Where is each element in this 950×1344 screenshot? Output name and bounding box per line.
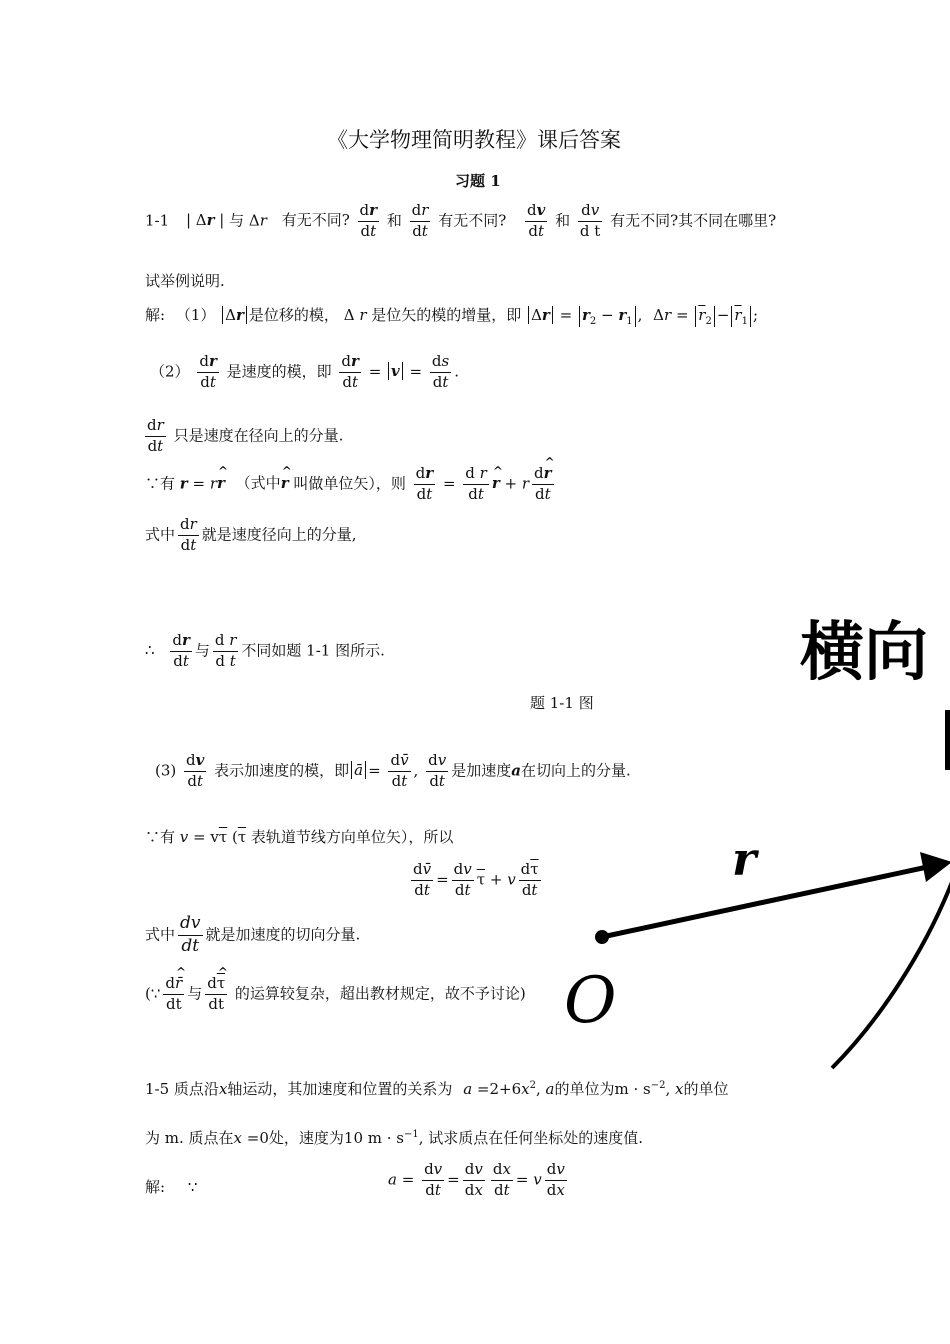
where-line	[145, 517, 357, 554]
fraction: $\frac{dv}{dt}$	[428, 751, 447, 790]
solution-text: ∵有	[145, 828, 176, 846]
tau-line: ∵有 $v = v\overline{\tau}$ ($\overline{\tau}$ 表轨道节线方向单位矢），所以	[145, 828, 454, 846]
solution-text: 与	[187, 984, 203, 1003]
fraction: $\frac{dv}{dt}$	[424, 1160, 443, 1199]
solution-text: ∴	[145, 641, 155, 660]
solution-text: 式中	[145, 925, 176, 944]
figure-1-1	[560, 600, 950, 1080]
question-1-5-line2: 为 m. 质点在x =0处，速度为10 $m \cdot s^{-1}$, 试求质点在任何坐标处的速度值.	[145, 1129, 644, 1147]
question-number: 1-1	[145, 211, 170, 230]
question-text: 1-5 质点沿	[145, 1080, 219, 1098]
fraction: $\frac{dv}{dt}$	[186, 751, 205, 790]
fraction: $\frac{dr \^{}}{dt}$	[532, 466, 554, 503]
trajectory-curve	[832, 882, 950, 1068]
fraction: $\frac{dr}{dt}$	[180, 515, 197, 554]
solution-part-1: 解: （1） Δr 是位移的模， Δ r 是位矢的模的增量，即 $\Delta r = r_2 - r_1$ , $\Delta r = \overline{r}_2 - \overline{r}_1$ ;	[145, 306, 759, 327]
solution-label: 解:	[145, 306, 166, 324]
question-text: 有无不同?	[281, 211, 350, 230]
fraction: $\frac{\text{d r}}{\text{d t}}$	[214, 631, 237, 670]
question-1-1: 1-1 | Δr | 与 Δr 有无不同? $\frac{dr}{dt}$ 和 $\frac{dr}{dt}$ 有无不同? $\frac{dv}{dt}$ 和 $\frac{dv}{\text{d t}}$ 有无不同?其不同在哪里?	[145, 201, 777, 240]
origin-point	[595, 930, 609, 944]
question-text: 和	[386, 211, 402, 230]
figure-marker	[945, 710, 950, 770]
question-text: , 试求质点在任何坐标处的速度值.	[418, 1129, 644, 1147]
solution-text: 表轨道节线方向单位矢），所以	[250, 828, 454, 846]
fraction: $\frac{dr}{dt}$	[341, 352, 359, 391]
solution-text: 就是加速度的切向分量.	[205, 925, 361, 944]
equation-a: a = $\frac{dv}{dt}$ = $\frac{dv}{dx}$ $\frac{dx}{dt}$ = v $\frac{dv}{dx}$	[388, 1160, 565, 1199]
solution-text: 表示加速度的模，即	[214, 761, 350, 780]
fraction: $\frac{d\overline{\tau}}{dt}$	[520, 860, 539, 899]
solution-text: 是位矢的模的增量，即	[371, 306, 522, 324]
note-line	[145, 976, 526, 1013]
solution-text: 与	[194, 641, 210, 660]
figure-label-r: r	[732, 832, 757, 886]
part-number: （2）	[150, 362, 190, 381]
solution-1-5	[145, 1176, 197, 1197]
solution-text: 的运算较复杂，超出教材规定，故不予讨论)	[234, 984, 526, 1003]
question-text: 有无不同?	[438, 211, 507, 230]
equation-dv-dt: $\frac{dv̄}{dt}$ = $\frac{dv}{dt}$ $\overline{\tau} + v$ $\frac{d\overline{\tau}}{dt}$	[413, 860, 539, 899]
question-text: 轴运动，其加速度和位置的关系为	[227, 1080, 453, 1098]
fraction: $\frac{dv}{dx}$	[464, 1160, 483, 1199]
fraction: $\frac{dv}{dt}$	[453, 860, 472, 899]
solution-text: 是加速度	[451, 761, 512, 780]
fraction: $\frac{d\overline{\tau} \^{}}{dt}$	[205, 976, 227, 1013]
question-text: 为 m. 质点在	[145, 1129, 234, 1147]
position-vector	[602, 866, 932, 937]
part-number: (3)	[155, 761, 177, 780]
question-text: 处，速度为	[268, 1129, 344, 1147]
radial-line	[145, 418, 343, 455]
fraction: $\frac{dv̄}{dt}$	[390, 751, 409, 790]
fraction: $\frac{dr}{dt}$	[359, 201, 378, 240]
because-line: ∵有 r = rr ^ （式中r ^ 叫做单位矢），则 $\frac{dr}{dt}$ = $\frac{\text{d r}}{dt}$ r ^ + r $\frac{dr \^{}}{dt}$	[145, 466, 557, 503]
figure-label-origin: O	[564, 964, 617, 1038]
fraction: $\frac{dv̄}{dt}$	[413, 860, 432, 899]
fraction: $\frac{ds}{dt}$	[431, 352, 450, 391]
fraction: $\frac{dv}{dt}$	[180, 913, 201, 956]
solution-text: (∵	[145, 984, 161, 1003]
fraction: $\frac{dr}{dt}$	[415, 464, 434, 503]
question-1-5: 1-5 质点沿x轴运动，其加速度和位置的关系为 $a =2+6x^2$, a的单位为$m \cdot s^{-2}$, x的单位	[145, 1080, 729, 1098]
question-1-1-line2: 试举例说明.	[145, 272, 225, 290]
question-text: 有无不同?其不同在哪里?	[610, 211, 777, 230]
fraction: $\frac{\text{d r}}{dt}$	[465, 464, 487, 503]
solution-part-2: （2） $\frac{dr}{dt}$ 是速度的模，即 $\frac{dr}{dt}$ = v = $\frac{ds}{dt}$ .	[150, 352, 459, 391]
solution-text: （式中	[235, 474, 281, 493]
part-number: （1）	[175, 306, 216, 324]
solution-text: 叫做单位矢），则	[293, 474, 406, 493]
arrowhead	[920, 852, 950, 882]
where-line-2	[145, 915, 360, 956]
solution-text: 就是速度径向上的分量,	[201, 525, 357, 544]
fraction: $\frac{dv}{dt}$	[527, 201, 546, 240]
figure-caption: 题 1-1 图	[530, 694, 594, 712]
solution-text: 是位移的模，	[248, 306, 339, 324]
fraction: $\frac{dr̄ \^{}}{dt}$	[163, 976, 184, 1013]
fraction: $\frac{dr}{dt}$	[147, 416, 164, 455]
question-text: 的单位	[683, 1080, 729, 1098]
fraction: $\frac{dr}{dt}$	[172, 631, 190, 670]
page-title: 《大学物理简明教程》课后答案	[327, 128, 621, 152]
fraction: $\frac{dv}{\text{d t}}$	[579, 201, 601, 240]
solution-text: ∵有	[145, 474, 176, 493]
question-text: 与	[229, 211, 245, 230]
fraction: $\frac{dv}{dx}$	[546, 1160, 565, 1199]
solution-text: 式中	[145, 525, 176, 544]
fraction: $\frac{dx}{dt}$	[492, 1160, 511, 1199]
solution-label: 解:	[145, 1178, 166, 1196]
question-text: 的单位为	[554, 1080, 615, 1098]
solution-text: 只是速度在径向上的分量.	[173, 426, 344, 445]
figure-label-heading: 横向	[800, 616, 928, 690]
solution-text: 在切向上的分量.	[520, 761, 631, 780]
solution-part-3: (3) $\frac{dv}{dt}$ 表示加速度的模，即 ā = $\frac{dv̄}{dt}$ , $\frac{dv}{dt}$ 是加速度a在切向上的分量.	[155, 751, 631, 790]
solution-text: ∵	[187, 1178, 198, 1196]
fraction: $\frac{dr}{dt}$	[199, 352, 217, 391]
therefore-line	[145, 633, 385, 670]
fraction: $\frac{dr}{dt}$	[411, 201, 429, 240]
section-heading: 习题 1	[455, 172, 501, 190]
solution-text: 是速度的模，即	[226, 362, 332, 381]
question-text: 和	[555, 211, 571, 230]
solution-text: 不同如题 1-1 图所示.	[241, 641, 385, 660]
